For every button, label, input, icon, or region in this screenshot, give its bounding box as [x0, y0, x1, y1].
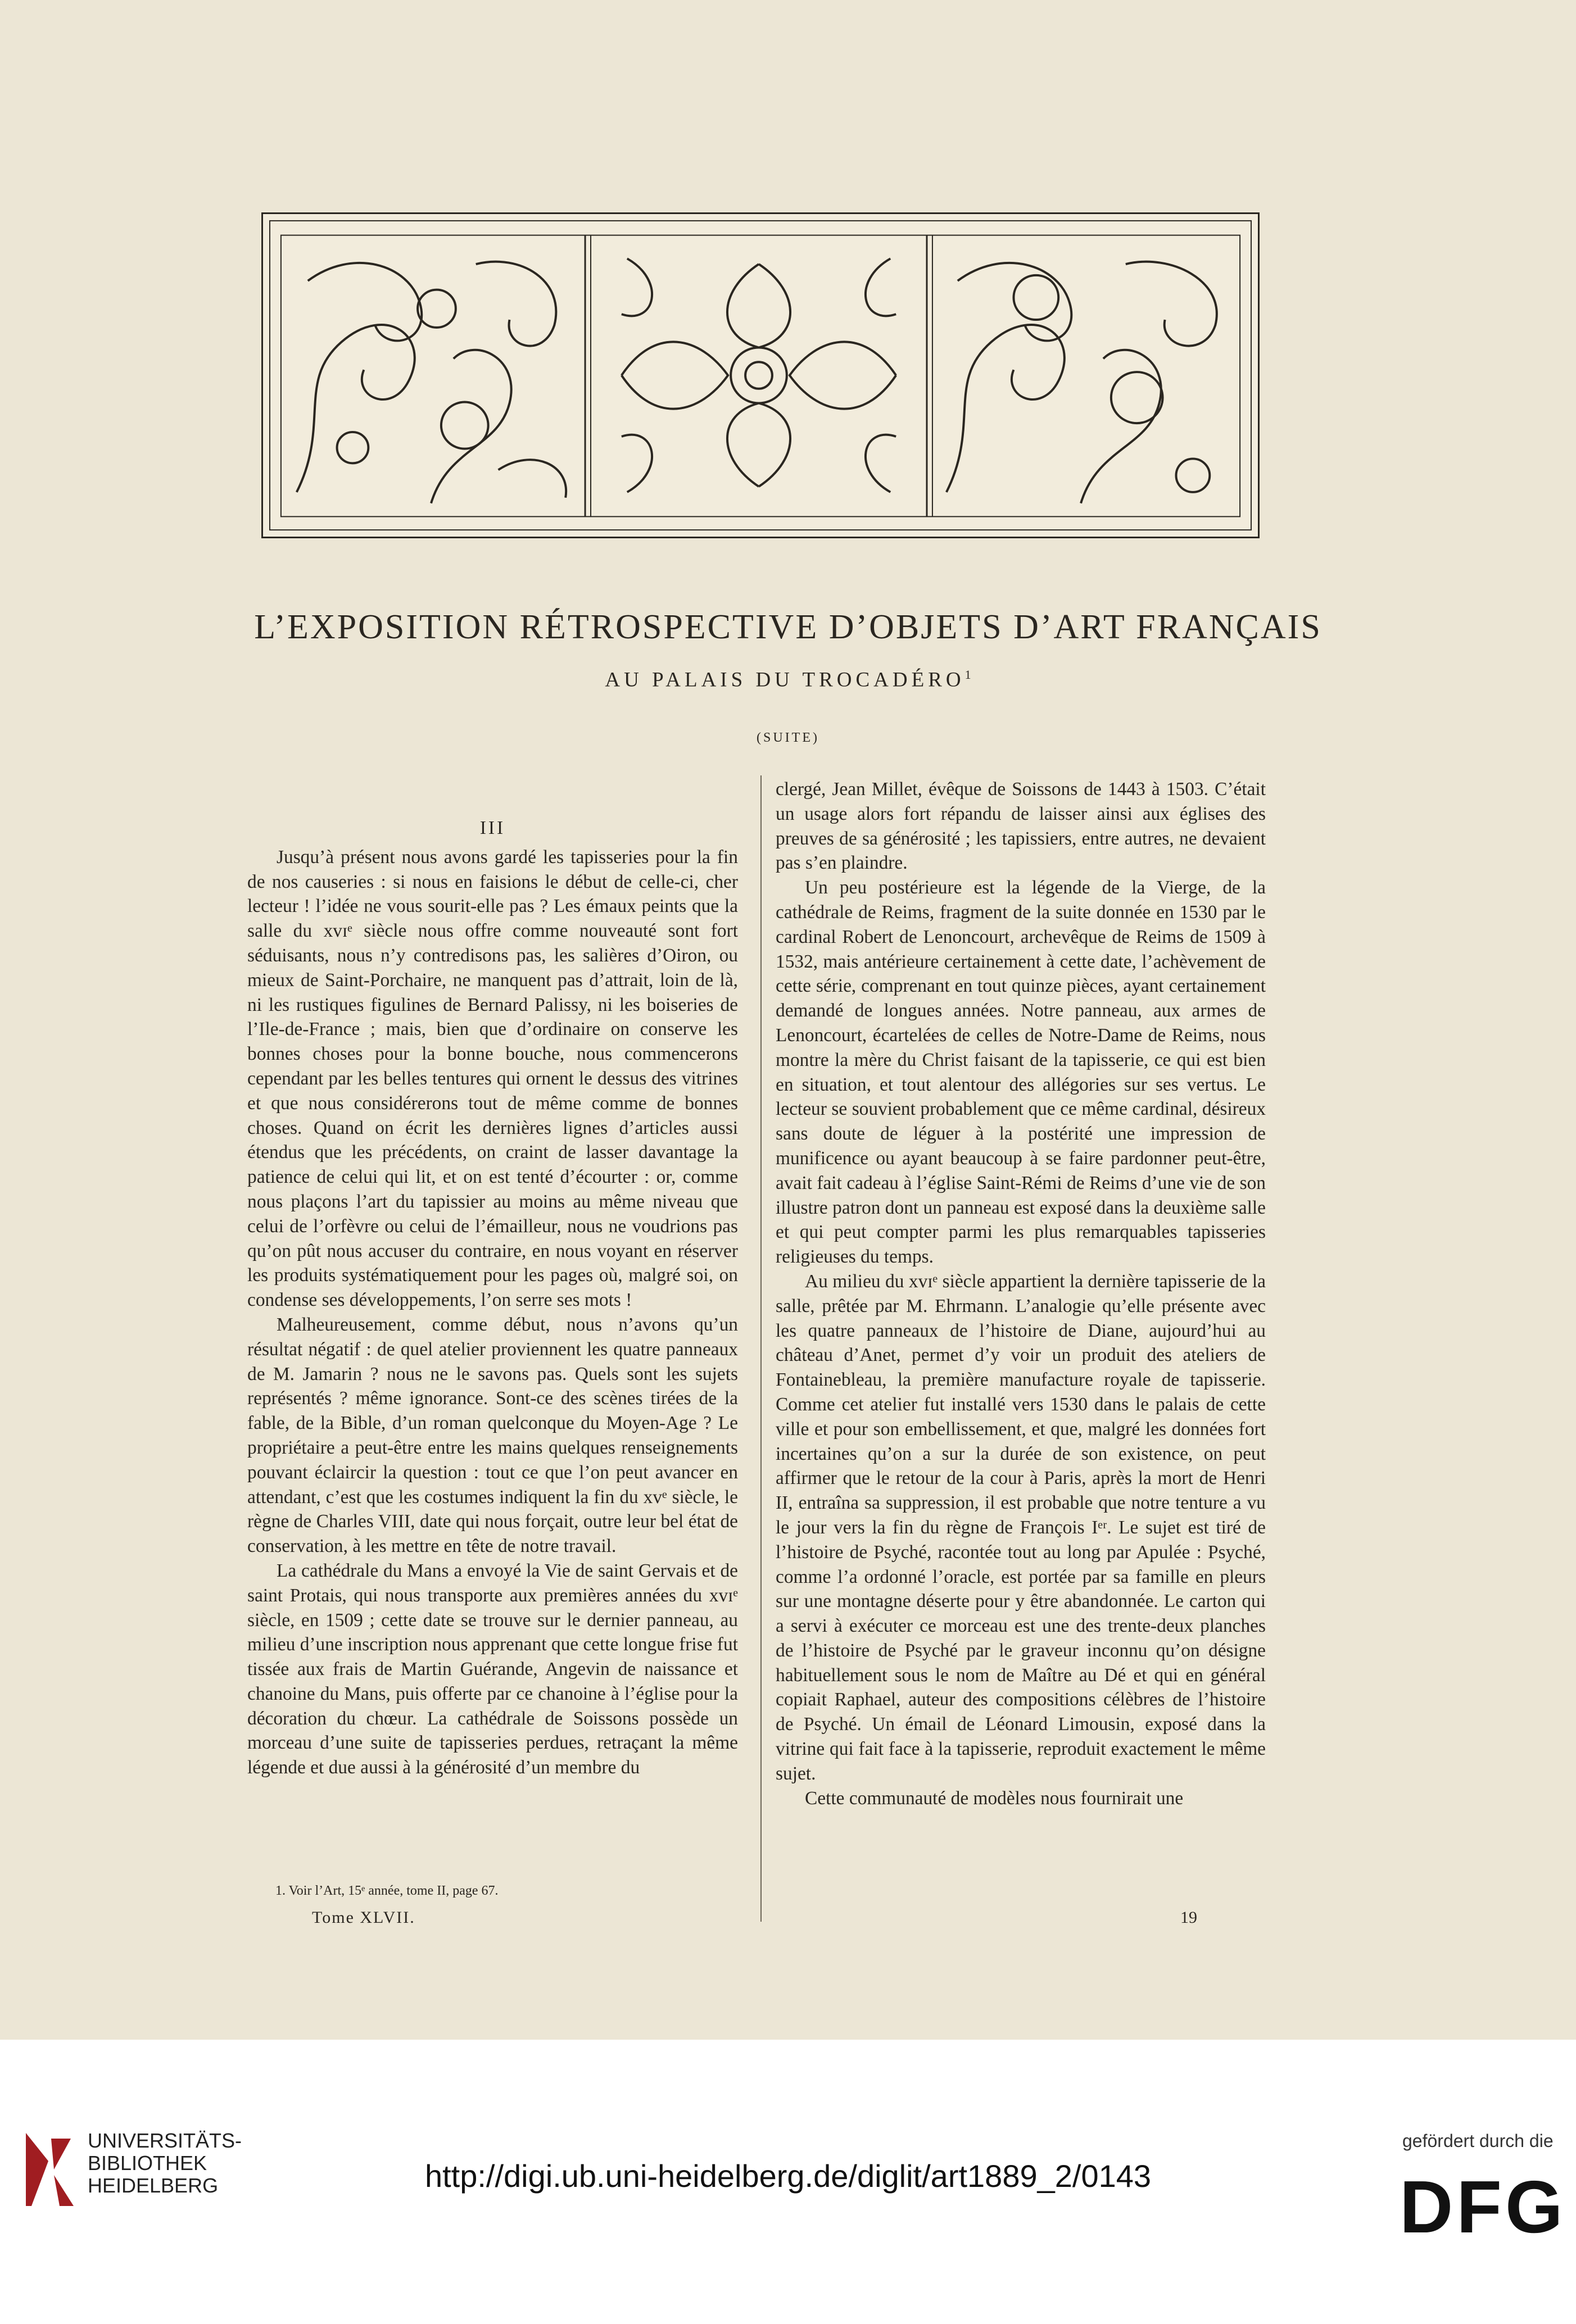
- volume-label: Tome XLVII.: [312, 1908, 415, 1927]
- page-number: 19: [1180, 1908, 1197, 1927]
- right-column: [776, 777, 1266, 1810]
- footnote-marker: 1: [964, 668, 971, 682]
- left-paragraph-3: La cathédrale du Mans a envoyé la Vie de saint Gervais et de saint Protais, qui nous transporte aux premières années du xvɪᵉ siècle, en 1509 ; cette date se trouve sur le dernier panneau, au milieu d’une inscription nous apprenant que cette longue frise fut tissée aux frais de Martin Guérande, Angevin de naissance et chanoine du Mans, puis offerte par ce chanoine à l’église pour la décoration du chœur. La cathédrale de Soissons possède un morceau d’une suite de tapisseries perdues, retraçant la même légende et due aussi à la générosité d’un membre du: [247, 1560, 738, 1778]
- section-number: III: [479, 818, 506, 838]
- article-subtitle: [0, 669, 1576, 690]
- funding-note: gefördert durch die: [1402, 2131, 1554, 2151]
- right-paragraph-4: Cette communauté de modèles nous fournirait une: [805, 1787, 1184, 1809]
- left-column: [247, 816, 738, 1780]
- left-paragraph-2: Malheureusement, comme début, nous n’avons qu’un résultat négatif : de quel atelier proviennent les quatre panneaux de M. Jamarin ? nous ne le savons pas. Quels sont les sujets représentés ? même ignorance. Sont-ce des scènes tirées de la fable, de la Bible, d’un roman quelconque du Moyen-Age ? Le propriétaire a peut-être entre les mains quelques renseignements pouvant éclaircir la question : tout ce que l’on peut avancer en attendant, c’est que les costumes indiquent la fin du xvᵉ siècle, le règne de Charles VIII, date qui nous forçait, outre leur bel état de conservation, à les mettre en tête de notre travail.: [247, 1314, 738, 1557]
- university-name-line-2: BIBLIOTHEK: [88, 2151, 207, 2175]
- article-title: L’EXPOSITION RÉTROSPECTIVE D’OBJETS D’ART FRANÇAIS: [254, 608, 1322, 646]
- article-subtitle-text: AU PALAIS DU TROCADÉRO: [605, 668, 965, 692]
- right-paragraph-3: Au milieu du xvɪᵉ siècle appartient la dernière tapisserie de la salle, prêtée par M. Ehrmann. L’analogie qu’elle présente avec les quatre panneaux de l’histoire de Diane, aujourd’hui au château d’Anet, permet d’y voir un produit des ateliers de Fontainebleau, la première manufacture royale de tapisserie. Comme cet atelier fut installé vers 1530 dans le palais de cette ville et pour son embellissement, et que, malgré les données fort incertaines qu’on a sur la durée de son existence, on peut affirmer que le retour de la cour à Paris, après la mort de Henri II, entraîna sa suppression, il est probable que notre tenture a vu le jour vers la fin du règne de François Iᵉʳ. Le sujet est tiré de l’histoire de Psyché, racontée tout au long par Apulée : Psyché, comme l’a ordonné l’oracle, est portée par sa famille en pleurs sur une montagne déserte pour y être abandonnée. Le carton qui a servi à exécuter ce morceau est une des trente-deux planches de l’histoire de Psyché par le graveur inconnu qu’on désigne habituellement sous le nom de Maître au Dé et qui en général copiait Raphael, auteur des compositions célèbres de l’histoire de Psyché. Un émail de Léonard Limousin, exposé dans la vitrine qui fait face à la tapisserie, reproduit exactement le même sujet.: [776, 1270, 1266, 1784]
- continuation-label: (SUITE): [757, 730, 819, 745]
- library-banner: [0, 2040, 1576, 2324]
- source-url[interactable]: http://digi.ub.uni-heidelberg.de/diglit/art1889_2/0143: [424, 2158, 1152, 2194]
- ornament-engraving: [263, 214, 1258, 537]
- university-name-line-3: HEIDELBERG: [88, 2174, 219, 2197]
- left-paragraph-1: Jusqu’à présent nous avons gardé les tapisseries pour la fin de nos causeries : si nous en faisions le début de celle-ci, cher lecteur ! l’idée ne vous sourit-elle pas ? Les émaux peints que la salle du xvɪᵉ siècle nous offre comme nouveauté sont fort séduisants, nous n’y contredisons pas, les salières d’Oiron, ou mieux de Saint-Porchaire, ne manquent pas d’attrait, loin de là, ni les rustiques figulines de Bernard Palissy, ni les boiseries de l’Ile-de-France ; mais, bien que d’ordinaire on conserve les bonnes choses pour la bonne bouche, nous commencerons cependant par les belles tentures qui ornent le dessus des vitrines et que nous considérerons tout de même comme de bonnes choses. Quand on écrit les dernières lignes d’articles aussi étendus que les précédents, on craint de lasser davantage la patience de celui qui lit, et on est tenté d’écourter : or, comme nous plaçons l’art du tapissier au moins au même niveau que celui de l’orfèvre ou celui de l’émailleur, nous ne voudrions pas qu’on pût nous accuser du contraire, en nous voyant en réserver les produits systématiquement pour les pages où, malgré soi, on condense ses développements, l’on serre ses mots !: [247, 846, 738, 1311]
- university-name-line-1: UNIVERSITÄTS-: [88, 2129, 242, 2152]
- column-divider: [760, 775, 762, 1922]
- right-paragraph-2: Un peu postérieure est la légende de la Vierge, de la cathédrale de Reims, fragment de la suite donnée en 1530 par le cardinal Robert de Lenoncourt, archevêque de Reims de 1509 à 1532, mais antérieure certainement à cette date, l’achèvement de cette série, comprenant en tout quinze pièces, ayant certainement demandé de longues années. Notre panneau, aux armes de Lenoncourt, écartelées de celles de Notre-Dame de Reims, nous montre la mère du Christ faisant de la tapisserie, ce qui est bien en situation, et tout alentour des allégories sur ses vertus. Le lecteur se souvient probablement que ce même cardinal, désireux sans doute de léguer à la postérité une impression de munificence ou ayant beaucoup à se faire pardonner peut-être, avait fait cadeau à l’église Saint-Rémi de Reims d’une vie de son illustre patron dont un panneau est exposé dans la deuxième salle et qui peut compter parmi les plus remarquables tapisseries religieuses du temps.: [776, 877, 1266, 1268]
- footnote: 1. Voir l’Art, 15ᵉ année, tome II, page 67.: [275, 1883, 499, 1898]
- right-paragraph-1: clergé, Jean Millet, évêque de Soissons de 1443 à 1503. C’était un usage alors fort répandu de laisser ainsi aux églises des preuves de sa générosité ; les tapissiers, entre autres, ne devaient pas s’en plaindre.: [776, 779, 1266, 874]
- ornamental-header-band: [261, 212, 1260, 538]
- dfg-logo: DFG: [1400, 2166, 1566, 2248]
